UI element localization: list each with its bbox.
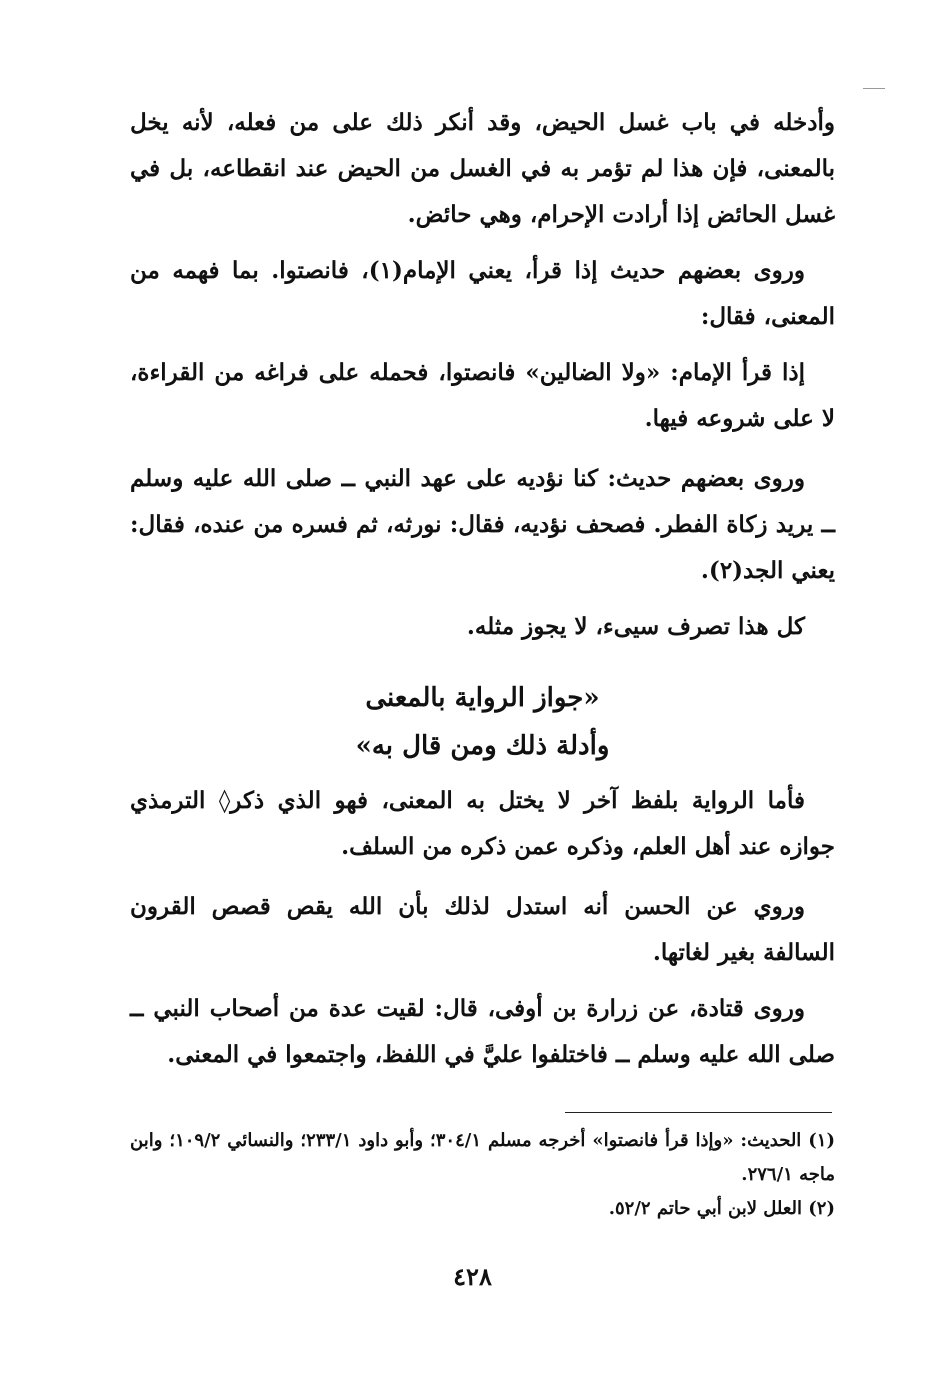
footnote-2: (٢) العلل لابن أبي حاتم ٥٢/٢. (608, 1198, 835, 1219)
page-number: ٤٢٨ (453, 1262, 492, 1291)
footnote-1: (١) الحديث: «وإذا قرأ فانصتوا» أخرجه مسلم ٣٠٤/١؛ وأبو داود ٢٣٣/١؛ والنسائي ١٠٩/٢؛ وابن ماجه ٢٧٦/١. (130, 1130, 835, 1185)
paragraph-3: وروى بعضهم حديث: كنا نؤديه على عهد النبي ــ صلى الله عليه وسلم ــ يريد زكاة الفطر. فصحف نؤديه، فقال: نورثه، ثم فسره من عنده، فقال: يعني الجد(٢). (130, 465, 835, 584)
paragraph-4: كل هذا تصرف سيىء، لا يجوز مثله. (466, 613, 805, 640)
quoted-paragraph: إذا قرأ الإمام: «ولا الضالين» فانصتوا، فحمله على فراغه من القراءة، لا على شروعه فيها. (130, 359, 835, 432)
paragraph-7: وروى قتادة، عن زرارة بن أوفى، قال: لقيت عدة من أصحاب النبي ــ صلى الله عليه وسلم ــ فاختلفوا عليَّ في اللفظ، واجتمعوا في المعنى. (130, 995, 835, 1068)
corner-mark (863, 88, 885, 89)
paragraph-6: وروي عن الحسن أنه استدل لذلك بأن الله يقص قصص القرون السالفة بغير لغاتها. (130, 893, 835, 966)
paragraph-2: وروى بعضهم حديث إذا قرأ، يعني الإمام(١)، فانصتوا. بما فهمه من المعنى، فقال: (130, 257, 835, 330)
footnotes (130, 1124, 835, 1226)
heading-line-2: وأدلة ذلك ومن قال به» (355, 731, 610, 761)
section-heading (130, 674, 835, 770)
paragraph-1: وأدخله في باب غسل الحيض، وقد أنكر ذلك على من فعله، لأنه يخل بالمعنى، فإن هذا لم تؤمر به في الغسل من الحيض عند انقطاعه، بل في غسل الحائض إذا أرادت الإحرام، وهي حائض. (130, 109, 835, 228)
heading-line-1: «جواز الرواية بالمعنى (365, 683, 600, 713)
footnote-separator (565, 1112, 832, 1113)
paragraph-5: فأما الرواية بلفظ آخر لا يختل به المعنى، فهو الذي ذكر◊ الترمذي جوازه عند أهل العلم، وذكره عمن ذكره من السلف. (130, 787, 835, 860)
main-text (130, 100, 835, 1088)
